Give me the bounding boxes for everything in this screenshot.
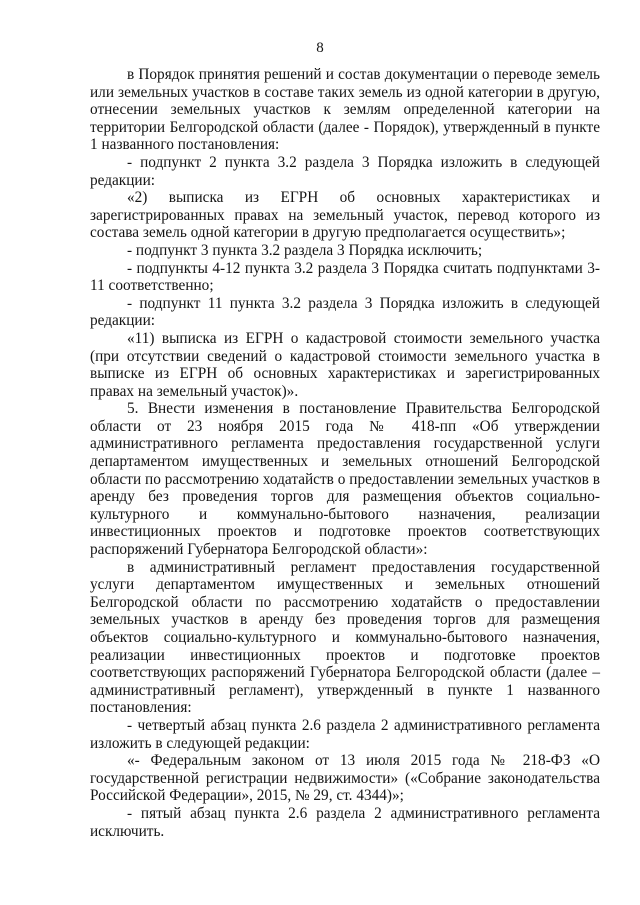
paragraph-4: - подпункт 3 пункта 3.2 раздела 3 Порядка исключить; [127, 241, 483, 259]
paragraph-12: - пятый абзац пункта 2.6 раздела 2 административного регламента исключить. [90, 804, 600, 840]
paragraph-3: «2) выписка из ЕГРН об основных характеристиках и зарегистрированных правах на земельный участок, перевод которого из состава земель одной категории в другую предполагается осуществить»; [90, 189, 600, 242]
paragraph-6: - подпункт 11 пункта 3.2 раздела 3 Порядка изложить в следующей редакции: [90, 294, 600, 330]
paragraph-8: 5. Внести изменения в постановление Правительства Белгородской области от 23 ноября 2015 года № 418-пп «Об утверждении административного регламента предоставления государственной услуги департаментом имущественных и земельных отношений Белгородской области по рассмотрению ходатайств о предоставлении земельных участков в аренду без проведения торгов для размещения объектов социально-культурного и коммунально-бытового назначения, реализации инвестиционных проектов и подготовке проектов соответствующих распоряжений Губернатора Белгородской области»: [90, 400, 600, 559]
page-number: 8 [316, 40, 324, 56]
paragraph-2: - подпункт 2 пункта 3.2 раздела 3 Порядка изложить в следующей редакции: [90, 153, 600, 189]
paragraph-11: «- Федеральным законом от 13 июля 2015 года № 218-ФЗ «О государственной регистрации недвижимости» («Собрание законодательства Российской Федерации», 2015, № 29, ст. 4344)»; [90, 752, 600, 805]
paragraph-9: в административный регламент предоставления государственной услуги департаментом имущественных и земельных отношений Белгородской области по рассмотрению ходатайств о предоставлении земельных участков в аренду без проведения торгов для размещения объектов социально-культурного и коммунально-бытового назначения, реализации инвестиционных проектов и подготовке проектов соответствующих распоряжений Губернатора Белгородской области (далее – административный регламент), утвержденный в пункте 1 названного постановления: [90, 558, 600, 717]
document-body [90, 66, 600, 840]
paragraph-1: в Порядок принятия решений и состав документации о переводе земель или земельных участков в составе таких земель из одной категории в другую, отнесении земельных участков к землям определенной категории на территории Белгородской области (далее - Порядок), утвержденный в пункте 1 названного постановления: [90, 66, 600, 154]
paragraph-5: - подпункты 4-12 пункта 3.2 раздела 3 Порядка считать подпунктами 3-11 соответственно; [90, 259, 600, 295]
paragraph-7: «11) выписка из ЕГРН о кадастровой стоимости земельного участка (при отсутствии сведений о кадастровой стоимости земельного участка в выписке из ЕГРН об основных характеристиках и зарегистрированных правах на земельный участок)». [90, 329, 600, 400]
paragraph-10: - четвертый абзац пункта 2.6 раздела 2 административного регламента изложить в следующей редакции: [90, 716, 600, 752]
